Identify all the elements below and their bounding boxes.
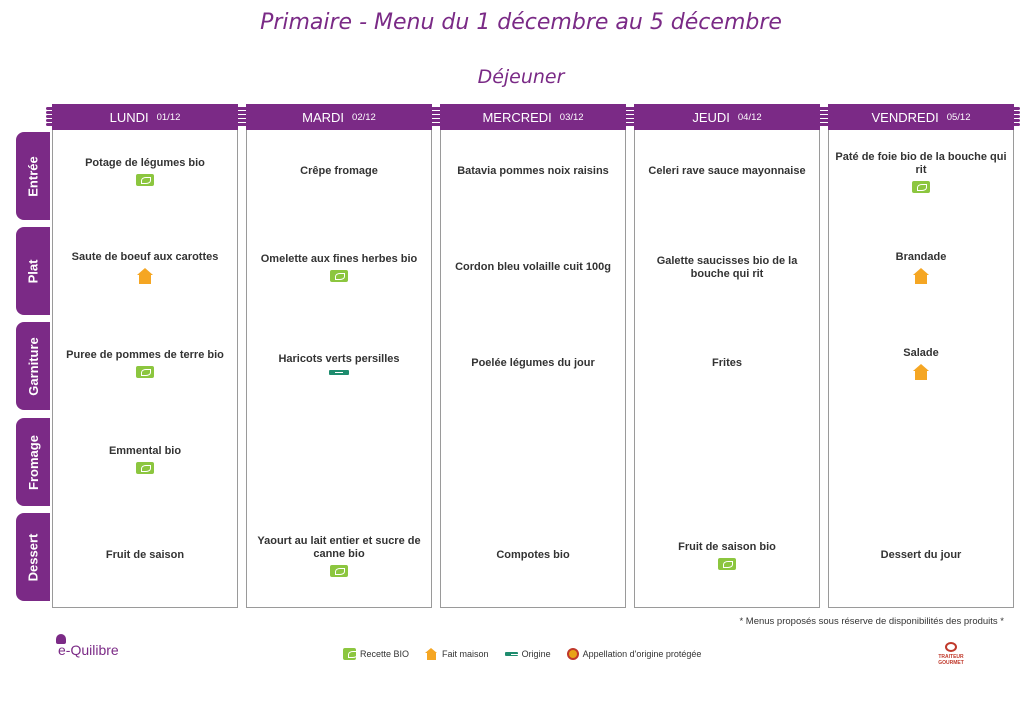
legend-item [567,648,702,660]
brush-decoration [822,106,834,128]
menu-item [253,253,425,282]
menu-item-label: Brandade [895,251,947,263]
menu-item-label: Crêpe fromage [300,165,378,177]
day-column-vendredi [828,104,1014,608]
menu-item [447,357,619,370]
menu-item [641,541,813,570]
brush-decoration [628,106,640,128]
menu-item [59,251,231,284]
row-label-text: Entrée [25,155,41,197]
bio-icon [136,174,154,186]
bio-icon [330,565,348,577]
menu-item-label: Salade [903,347,939,359]
menu-item-label: Haricots verts persilles [278,353,400,365]
legend-item [505,649,551,659]
menu-item-label: Celeri rave sauce mayonnaise [648,165,806,177]
row-label-fromage [16,418,50,506]
menu-item [447,261,619,274]
menu-item-label: Compotes bio [496,549,570,561]
legend-item [343,648,409,660]
day-date: 05/12 [946,111,971,123]
brand-name: TRAITEUR GOURMET [938,654,964,666]
fait-maison-icon [913,268,929,284]
day-body [52,130,238,608]
menu-item [641,255,813,281]
brand-mark-icon [945,642,957,652]
day-name: MARDI [302,109,345,125]
day-name: LUNDI [109,109,149,125]
row-label-text: Garniture [25,336,41,396]
menu-item-label: Emmental bio [108,445,182,457]
menu-item [835,347,1007,380]
menu-item-label: Paté de foie bio de la bouche qui rit [835,151,1007,176]
menu-item [59,445,231,474]
day-body [440,130,626,608]
legend-label: Appellation d'origine protégée [582,649,702,659]
day-body [828,130,1014,608]
day-column-mercredi [440,104,626,608]
menu-item [59,349,231,378]
menu-item-label: Galette saucisses bio de la bouche qui rit [656,255,798,280]
brush-decoration [240,106,252,128]
row-label-text: Dessert [25,533,41,581]
day-header [440,104,626,130]
menu-item [641,165,813,178]
menu-item-label: Frites [712,357,742,369]
menu-item-label: Poelée légumes du jour [471,357,595,369]
legend [343,648,717,660]
fait-maison-icon [913,364,929,380]
fait-maison-icon [425,648,438,660]
day-header [246,104,432,130]
legend-item [425,648,489,660]
day-column-jeudi [634,104,820,608]
brush-decoration [1008,106,1020,128]
row-label-text: Fromage [25,434,41,490]
legend-label: Fait maison [442,649,489,659]
brush-decoration [434,106,446,128]
menu-item [447,165,619,178]
bio-icon [343,648,356,660]
meal-title: Déjeuner [477,66,565,88]
menu-item-label: Dessert du jour [880,549,962,561]
menu-item-label: Fruit de saison bio [678,541,776,553]
bio-icon [136,462,154,474]
bio-icon [912,181,930,193]
menu-item [641,357,813,370]
logo-text: e-Quilibre [58,642,119,658]
day-header [828,104,1014,130]
menu-item [835,549,1007,562]
menu-item-label: Cordon bleu volaille cuit 100g [455,261,611,273]
menu-item-label: Puree de pommes de terre bio [66,349,224,361]
menu-item-label: Omelette aux fines herbes bio [260,253,418,265]
day-body [246,130,432,608]
bio-icon [718,558,736,570]
bio-icon [136,366,154,378]
availability-note: * Menus proposés sous réserve de disponibilités des produits * [739,616,1004,627]
menu-item [835,151,1007,193]
day-column-mardi [246,104,432,608]
day-date: 03/12 [559,111,584,123]
legend-label: Recette BIO [360,649,410,659]
origine-icon [329,370,349,375]
day-column-lundi [52,104,238,608]
row-label-entre [16,132,50,220]
day-date: 02/12 [352,111,376,123]
menu-item [253,165,425,178]
menu-item [59,549,231,562]
menu-item [835,251,1007,284]
menu-title: Primaire - Menu du 1 décembre au 5 décembre [260,10,782,35]
day-name: JEUDI [692,109,730,125]
origine-icon [505,652,518,656]
day-header [52,104,238,130]
menu-item [253,535,425,577]
menu-item-label: Saute de boeuf aux carottes [71,251,219,263]
day-name: MERCREDI [482,109,552,125]
menu-item-label: Yaourt au lait entier et sucre de canne bio [257,535,421,560]
menu-item [59,157,231,186]
row-label-text: Plat [25,259,41,283]
row-label-plat [16,227,50,315]
brand-logo [928,642,974,666]
row-label-dessert [16,513,50,601]
menu-item-label: Potage de légumes bio [85,157,205,169]
row-label-garniture [16,322,50,410]
menu-item [447,549,619,562]
day-name: VENDREDI [871,109,939,125]
day-date: 01/12 [156,111,181,123]
equilibre-logo [56,634,119,658]
menu-item [253,353,425,375]
aop-icon [567,648,579,660]
menu-item-label: Fruit de saison [105,549,185,561]
day-date: 04/12 [737,111,762,123]
bio-icon [330,270,348,282]
legend-label: Origine [521,649,551,659]
day-header [634,104,820,130]
fait-maison-icon [137,268,153,284]
day-body [634,130,820,608]
brush-decoration [46,106,58,128]
menu-item-label: Batavia pommes noix raisins [457,165,609,177]
